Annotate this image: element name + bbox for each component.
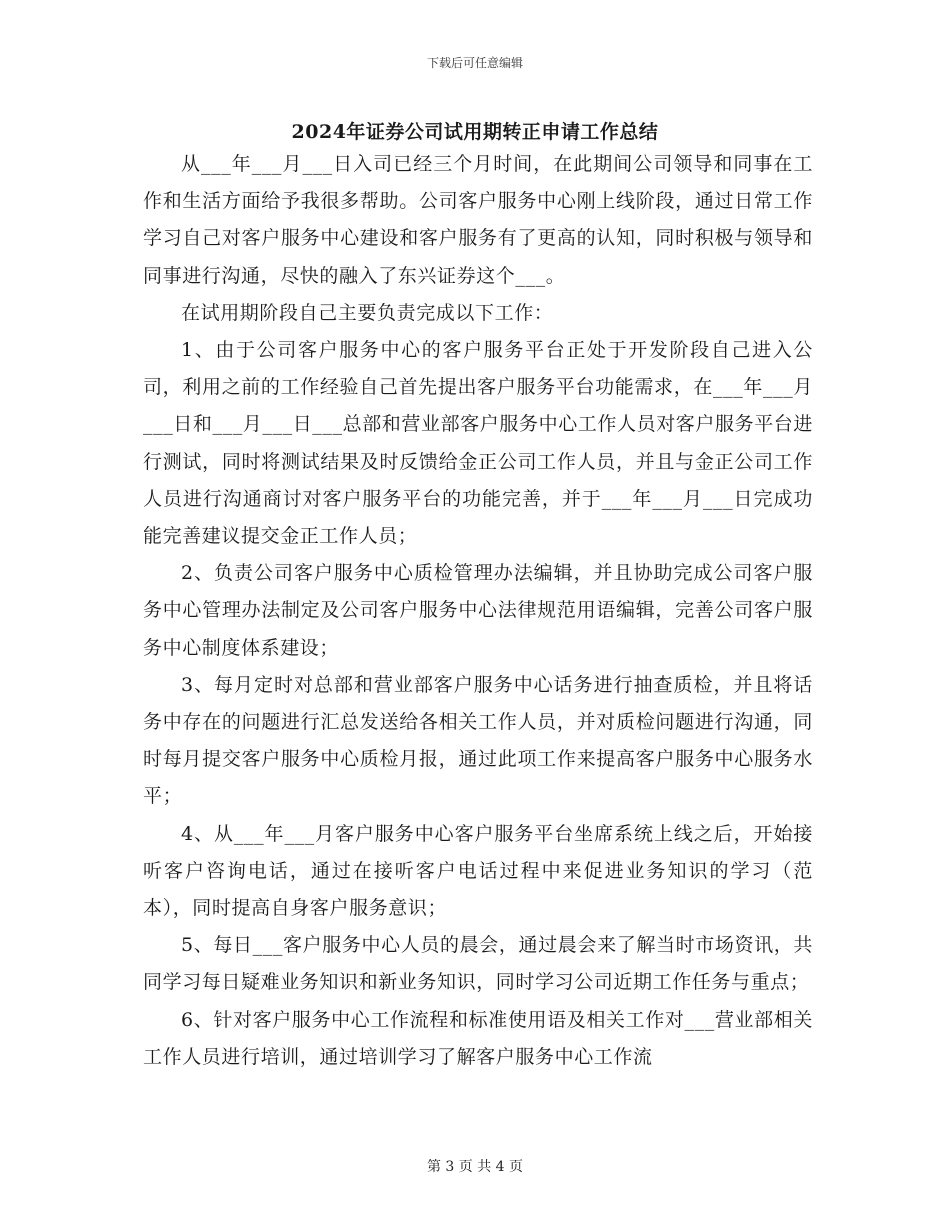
paragraph-item-3: 3、每月定时对总部和营业部客户服务中心话务进行抽查质检，并且将话务中存在的问题进行汇总发送给各相关工作人员，并对质检问题进行沟通，同时每月提交客户服务中心质检月报，通过此项工作来提高客户服务中心服务水平； (143, 673, 813, 808)
document-body (143, 146, 813, 1076)
paragraph-intro: 从___年___月___日入司已经三个月时间，在此期间公司领导和同事在工作和生活方面给予我很多帮助。公司客户服务中心刚上线阶段，通过日常工作学习自己对客户服务中心建设和客户服务有了更高的认知，同时积极与领导和同事进行沟通，尽快的融入了东兴证券这个___。 (143, 153, 813, 287)
document-title: 2024年证券公司试用期转正申请工作总结 (291, 121, 659, 143)
paragraph-item-2: 2、负责公司客户服务中心质检管理办法编辑，并且协助完成公司客户服务中心管理办法制定及公司客户服务中心法律规范用语编辑，完善公司客户服务中心制度体系建设； (143, 562, 813, 659)
paragraph-item-6: 6、针对客户服务中心工作流程和标准使用语及相关工作对___营业部相关工作人员进行培训，通过培训学习了解客户服务中心工作流 (143, 1008, 813, 1068)
paragraph-overview: 在试用期阶段自己主要负责完成以下工作： (181, 301, 554, 324)
paragraph-item-4: 4、从___年___月客户服务中心客户服务平台坐席系统上线之后，开始接听客户咨询电话，通过在接听客户电话过程中来促进业务知识的学习（范本），同时提高自身客户服务意识； (143, 822, 813, 920)
paragraph-item-5: 5、每日___客户服务中心人员的晨会，通过晨会来了解当时市场资讯，共同学习每日疑难业务知识和新业务知识，同时学习公司近期工作任务与重点； (143, 934, 813, 994)
page-footer: 第 3 页 共 4 页 (426, 1159, 524, 1175)
paragraph-item-1: 1、由于公司客户服务中心的客户服务平台正处于开发阶段自己进入公司，利用之前的工作经验自己首先提出客户服务平台功能需求，在___年___月___日和___月___日___总部和营业部客户服务中心工作人员对客户服务平台进行测试，同时将测试结果及时反馈给金正公司工作人员，并且与金正公司工作人员进行沟通商讨对客户服务平台的功能完善，并于___年___月___日完成功能完善建议提交金正工作人员； (143, 339, 814, 548)
page-header: 下载后可任意编辑 (426, 56, 523, 70)
